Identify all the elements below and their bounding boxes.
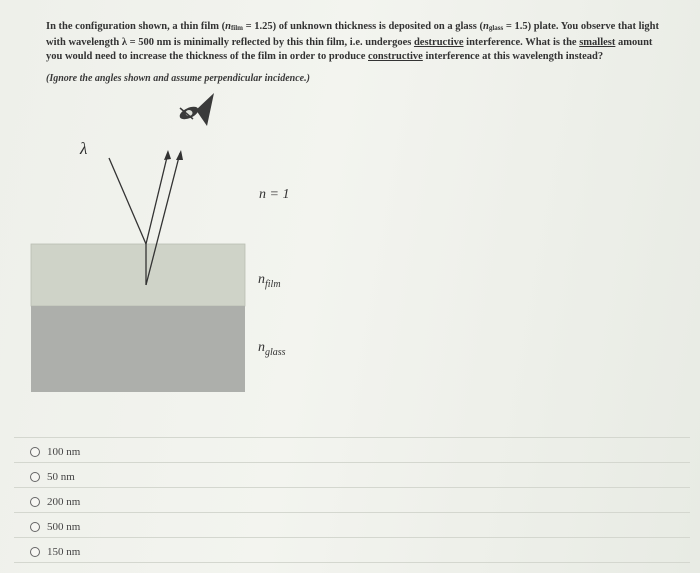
answer-option[interactable] [14, 515, 674, 539]
option-divider [14, 437, 690, 438]
answer-option[interactable] [14, 490, 674, 514]
question-text-part: In the configuration shown, a thin film ( [46, 21, 226, 32]
arrowhead-1 [164, 150, 171, 160]
answer-option-label: 100 nm [47, 446, 81, 458]
n-glass-label-symbol: n [258, 340, 265, 355]
n-film-label [258, 272, 281, 290]
answer-option-label: 500 nm [47, 521, 81, 533]
answer-option[interactable] [14, 440, 674, 464]
answer-option-label: 50 nm [47, 471, 75, 483]
question-text-part: interference at this wavelength instead? [425, 51, 604, 62]
radio-button[interactable] [30, 497, 40, 507]
film-layer [31, 244, 245, 306]
incident-ray [109, 158, 146, 244]
question-text-part: = 1.5) plate. You observe that light with wavelength λ = 500 nm is minimally reflected by this thin film, i.e. undergoes [46, 21, 660, 48]
question-text-part: amount you would need to increase the thickness of the film in order to produce [46, 36, 653, 62]
question-note: (Ignore the angles shown and assume perpendicular incidence.) [46, 73, 310, 84]
n-film-subscript: film [230, 24, 244, 32]
reflected-ray-1 [146, 153, 168, 244]
n-glass-subscript: glass [488, 24, 504, 32]
answer-option-label: 200 nm [47, 496, 81, 508]
underlined-term: constructive [368, 51, 423, 62]
n-film-label-subscript: film [265, 278, 281, 290]
answer-option-label: 150 nm [47, 546, 81, 558]
underlined-term: destructive [413, 36, 464, 48]
n-glass-label [258, 340, 286, 358]
radio-button[interactable] [30, 447, 40, 457]
question-text-part: interference. What is the [466, 36, 577, 48]
radio-button[interactable] [30, 472, 40, 482]
radio-button[interactable] [30, 522, 40, 532]
glass-layer [31, 306, 245, 392]
arrowhead-2 [176, 150, 183, 160]
question-text-part: = 1.25) of unknown thickness is deposited on a glass ( [245, 21, 483, 32]
answer-option[interactable] [14, 465, 674, 489]
underlined-term: smallest [579, 36, 616, 48]
answer-option[interactable] [14, 540, 674, 564]
eye-icon [178, 93, 214, 126]
n-glass-symbol: n [482, 21, 489, 32]
n-film-symbol: n [225, 21, 231, 32]
n-film-label-symbol: n [258, 272, 265, 287]
radio-button[interactable] [30, 547, 40, 557]
wavelength-label: λ [80, 139, 88, 158]
n-air-label: n = 1 [259, 187, 290, 202]
n-glass-label-subscript: glass [265, 346, 286, 358]
